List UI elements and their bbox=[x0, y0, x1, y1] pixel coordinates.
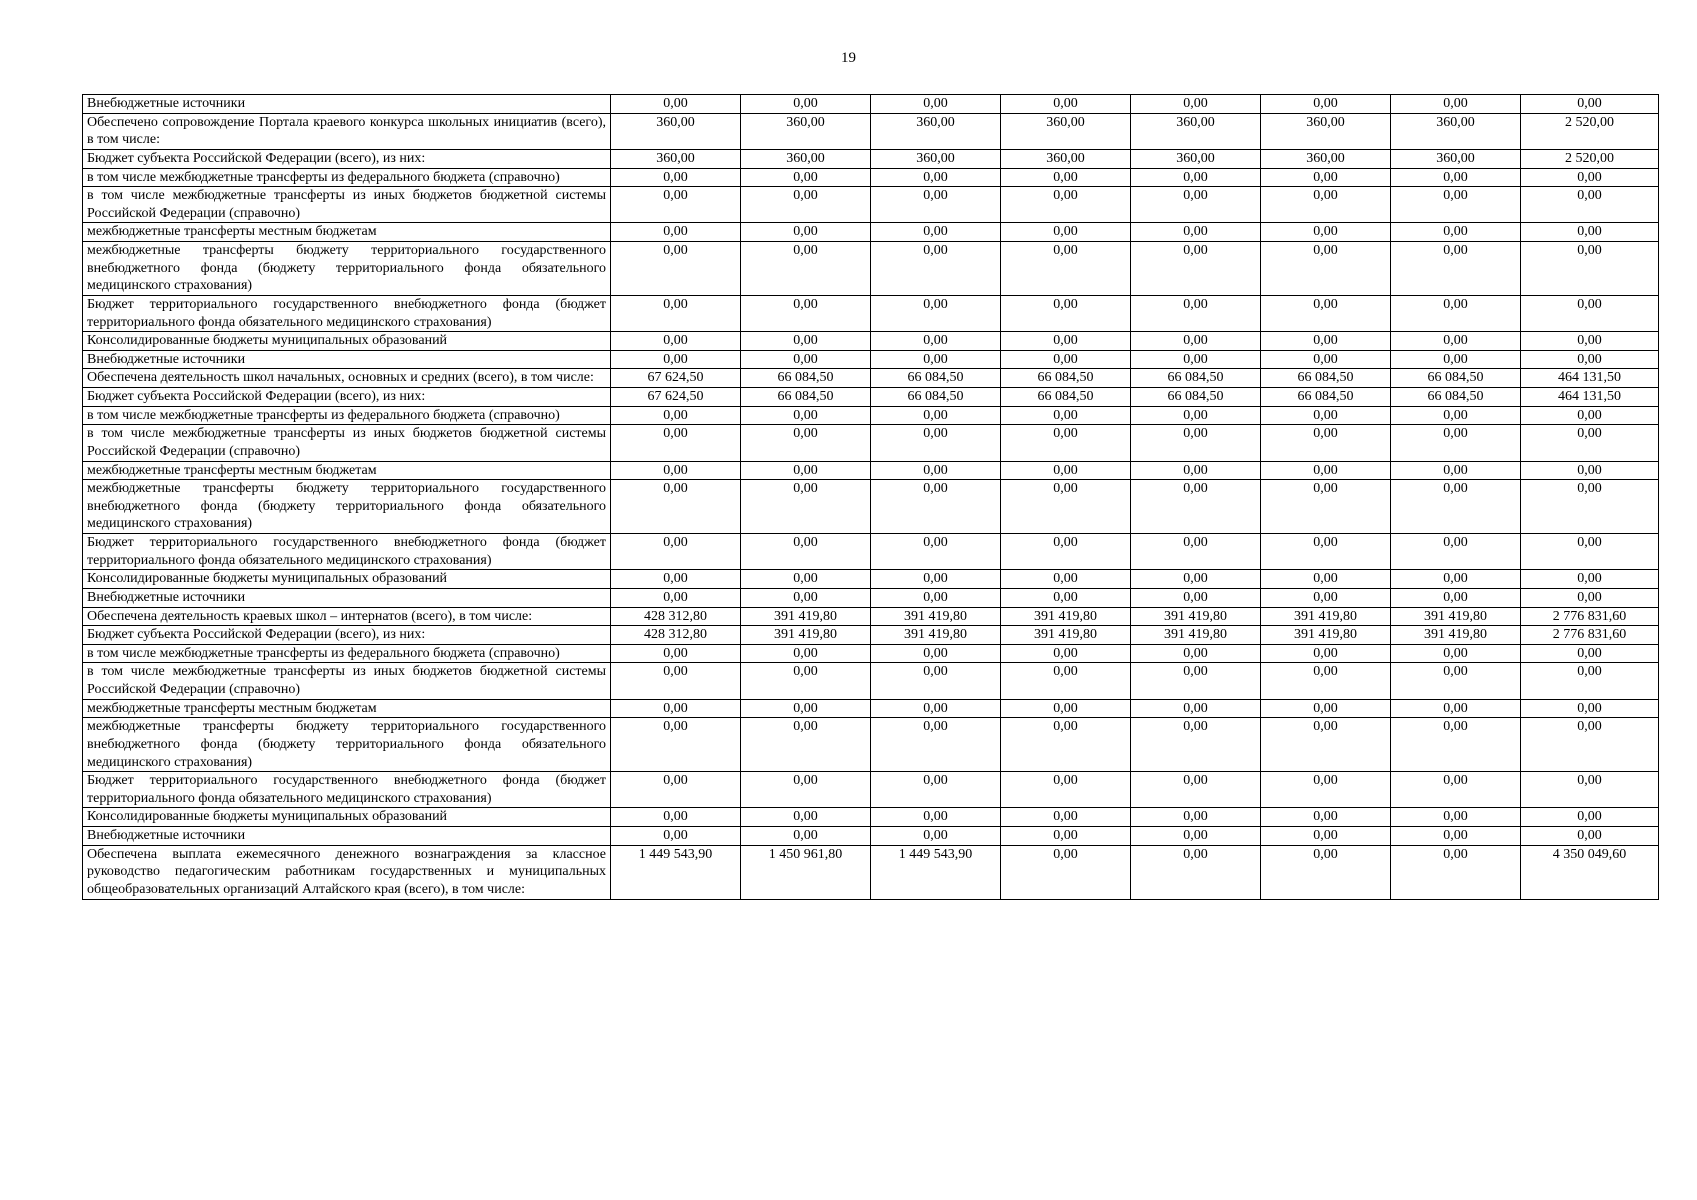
row-label: Внебюджетные источники bbox=[83, 350, 611, 369]
value-cell: 360,00 bbox=[1391, 149, 1521, 168]
value-cell: 0,00 bbox=[1261, 534, 1391, 570]
table-row bbox=[83, 425, 1659, 461]
value-cell: 0,00 bbox=[741, 223, 871, 242]
value-cell: 0,00 bbox=[1521, 699, 1659, 718]
value-cell: 4 350 049,60 bbox=[1521, 845, 1659, 899]
value-cell: 0,00 bbox=[741, 187, 871, 223]
value-cell: 0,00 bbox=[1131, 295, 1261, 331]
value-cell: 0,00 bbox=[611, 95, 741, 114]
row-label: Внебюджетные источники bbox=[83, 827, 611, 846]
value-cell: 0,00 bbox=[1261, 168, 1391, 187]
value-cell: 0,00 bbox=[871, 425, 1001, 461]
value-cell: 1 449 543,90 bbox=[611, 845, 741, 899]
value-cell: 0,00 bbox=[871, 480, 1001, 534]
value-cell: 66 084,50 bbox=[1261, 388, 1391, 407]
value-cell: 0,00 bbox=[611, 223, 741, 242]
value-cell: 66 084,50 bbox=[1001, 369, 1131, 388]
table-row bbox=[83, 295, 1659, 331]
table-row bbox=[83, 663, 1659, 699]
value-cell: 0,00 bbox=[611, 772, 741, 808]
value-cell: 0,00 bbox=[1391, 663, 1521, 699]
value-cell: 0,00 bbox=[611, 534, 741, 570]
value-cell: 0,00 bbox=[1001, 168, 1131, 187]
value-cell: 0,00 bbox=[741, 588, 871, 607]
value-cell: 391 419,80 bbox=[1001, 607, 1131, 626]
value-cell: 0,00 bbox=[1261, 699, 1391, 718]
value-cell: 0,00 bbox=[1261, 718, 1391, 772]
value-cell: 0,00 bbox=[1001, 808, 1131, 827]
value-cell: 2 520,00 bbox=[1521, 149, 1659, 168]
value-cell: 0,00 bbox=[1521, 242, 1659, 296]
value-cell: 0,00 bbox=[741, 570, 871, 589]
table-row bbox=[83, 461, 1659, 480]
table-row bbox=[83, 332, 1659, 351]
value-cell: 0,00 bbox=[611, 295, 741, 331]
value-cell: 0,00 bbox=[1521, 168, 1659, 187]
value-cell: 0,00 bbox=[871, 663, 1001, 699]
value-cell: 0,00 bbox=[741, 699, 871, 718]
value-cell: 0,00 bbox=[1131, 827, 1261, 846]
value-cell: 0,00 bbox=[871, 461, 1001, 480]
value-cell: 0,00 bbox=[1131, 699, 1261, 718]
row-label: Внебюджетные источники bbox=[83, 588, 611, 607]
value-cell: 0,00 bbox=[1001, 425, 1131, 461]
value-cell: 0,00 bbox=[871, 718, 1001, 772]
value-cell: 464 131,50 bbox=[1521, 388, 1659, 407]
value-cell: 0,00 bbox=[871, 588, 1001, 607]
value-cell: 66 084,50 bbox=[871, 369, 1001, 388]
row-label: межбюджетные трансферты бюджету территориального государственного внебюджетного фонда (бюджету территориального фонда обязательного медицинского страхования) bbox=[83, 718, 611, 772]
table-row bbox=[83, 699, 1659, 718]
value-cell: 0,00 bbox=[1001, 187, 1131, 223]
row-label: в том числе межбюджетные трансферты из иных бюджетов бюджетной системы Российской Федерации (справочно) bbox=[83, 187, 611, 223]
value-cell: 360,00 bbox=[1131, 149, 1261, 168]
value-cell: 0,00 bbox=[1261, 480, 1391, 534]
value-cell: 360,00 bbox=[741, 149, 871, 168]
value-cell: 0,00 bbox=[1391, 350, 1521, 369]
table-row bbox=[83, 644, 1659, 663]
value-cell: 0,00 bbox=[871, 808, 1001, 827]
row-label: в том числе межбюджетные трансферты из иных бюджетов бюджетной системы Российской Федерации (справочно) bbox=[83, 663, 611, 699]
table-row bbox=[83, 845, 1659, 899]
value-cell: 0,00 bbox=[1001, 570, 1131, 589]
value-cell: 66 084,50 bbox=[1001, 388, 1131, 407]
value-cell: 0,00 bbox=[871, 332, 1001, 351]
value-cell: 0,00 bbox=[1391, 168, 1521, 187]
row-label: межбюджетные трансферты бюджету территориального государственного внебюджетного фонда (бюджету территориального фонда обязательного медицинского страхования) bbox=[83, 480, 611, 534]
value-cell: 0,00 bbox=[1261, 95, 1391, 114]
value-cell: 1 450 961,80 bbox=[741, 845, 871, 899]
table-row bbox=[83, 223, 1659, 242]
value-cell: 0,00 bbox=[1391, 332, 1521, 351]
value-cell: 0,00 bbox=[611, 350, 741, 369]
value-cell: 0,00 bbox=[1521, 772, 1659, 808]
value-cell: 0,00 bbox=[1131, 772, 1261, 808]
table-row bbox=[83, 168, 1659, 187]
value-cell: 360,00 bbox=[1131, 113, 1261, 149]
value-cell: 0,00 bbox=[1131, 588, 1261, 607]
value-cell: 0,00 bbox=[1001, 699, 1131, 718]
row-label: Бюджет субъекта Российской Федерации (всего), из них: bbox=[83, 626, 611, 645]
value-cell: 0,00 bbox=[741, 827, 871, 846]
value-cell: 0,00 bbox=[1391, 588, 1521, 607]
value-cell: 0,00 bbox=[741, 663, 871, 699]
value-cell: 0,00 bbox=[1521, 223, 1659, 242]
value-cell: 0,00 bbox=[871, 350, 1001, 369]
value-cell: 0,00 bbox=[1261, 223, 1391, 242]
value-cell: 0,00 bbox=[611, 644, 741, 663]
budget-table bbox=[82, 94, 1659, 900]
value-cell: 0,00 bbox=[611, 425, 741, 461]
table-row bbox=[83, 388, 1659, 407]
value-cell: 391 419,80 bbox=[871, 626, 1001, 645]
value-cell: 0,00 bbox=[1131, 534, 1261, 570]
value-cell: 391 419,80 bbox=[1391, 626, 1521, 645]
value-cell: 360,00 bbox=[741, 113, 871, 149]
value-cell: 0,00 bbox=[741, 772, 871, 808]
table-row bbox=[83, 149, 1659, 168]
value-cell: 0,00 bbox=[1521, 570, 1659, 589]
value-cell: 0,00 bbox=[1001, 772, 1131, 808]
row-label: Обеспечена выплата ежемесячного денежного вознаграждения за классное руководство педагогическим работникам государственных и муниципальных общеобразовательных организаций Алтайского края (всего), в том числе: bbox=[83, 845, 611, 899]
value-cell: 0,00 bbox=[1001, 588, 1131, 607]
value-cell: 0,00 bbox=[1521, 718, 1659, 772]
value-cell: 0,00 bbox=[1131, 350, 1261, 369]
value-cell: 0,00 bbox=[1261, 242, 1391, 296]
table-row bbox=[83, 369, 1659, 388]
value-cell: 0,00 bbox=[1391, 845, 1521, 899]
value-cell: 0,00 bbox=[1391, 187, 1521, 223]
row-label: Обеспечено сопровождение Портала краевого конкурса школьных инициатив (всего), в том числе: bbox=[83, 113, 611, 149]
value-cell: 360,00 bbox=[871, 113, 1001, 149]
value-cell: 0,00 bbox=[741, 534, 871, 570]
value-cell: 0,00 bbox=[1521, 95, 1659, 114]
value-cell: 391 419,80 bbox=[1391, 607, 1521, 626]
value-cell: 0,00 bbox=[1131, 663, 1261, 699]
value-cell: 391 419,80 bbox=[741, 607, 871, 626]
value-cell: 360,00 bbox=[1391, 113, 1521, 149]
row-label: в том числе межбюджетные трансферты из федерального бюджета (справочно) bbox=[83, 644, 611, 663]
table-row bbox=[83, 626, 1659, 645]
value-cell: 0,00 bbox=[1521, 425, 1659, 461]
value-cell: 0,00 bbox=[741, 332, 871, 351]
value-cell: 66 084,50 bbox=[741, 388, 871, 407]
value-cell: 0,00 bbox=[1391, 718, 1521, 772]
value-cell: 0,00 bbox=[1261, 588, 1391, 607]
value-cell: 1 449 543,90 bbox=[871, 845, 1001, 899]
value-cell: 66 084,50 bbox=[1131, 388, 1261, 407]
value-cell: 0,00 bbox=[1001, 534, 1131, 570]
value-cell: 0,00 bbox=[1261, 772, 1391, 808]
table-row bbox=[83, 350, 1659, 369]
value-cell: 0,00 bbox=[1261, 827, 1391, 846]
value-cell: 0,00 bbox=[1391, 808, 1521, 827]
value-cell: 2 776 831,60 bbox=[1521, 607, 1659, 626]
value-cell: 66 084,50 bbox=[1131, 369, 1261, 388]
value-cell: 67 624,50 bbox=[611, 369, 741, 388]
value-cell: 2 520,00 bbox=[1521, 113, 1659, 149]
value-cell: 0,00 bbox=[741, 406, 871, 425]
value-cell: 0,00 bbox=[1131, 644, 1261, 663]
row-label: Консолидированные бюджеты муниципальных образований bbox=[83, 808, 611, 827]
value-cell: 0,00 bbox=[611, 827, 741, 846]
value-cell: 0,00 bbox=[871, 95, 1001, 114]
value-cell: 0,00 bbox=[1261, 461, 1391, 480]
value-cell: 0,00 bbox=[1261, 425, 1391, 461]
row-label: Бюджет территориального государственного внебюджетного фонда (бюджет территориального фонда обязательного медицинского страхования) bbox=[83, 534, 611, 570]
value-cell: 360,00 bbox=[1261, 113, 1391, 149]
value-cell: 0,00 bbox=[871, 699, 1001, 718]
value-cell: 0,00 bbox=[1261, 187, 1391, 223]
value-cell: 0,00 bbox=[871, 187, 1001, 223]
value-cell: 360,00 bbox=[611, 149, 741, 168]
value-cell: 428 312,80 bbox=[611, 607, 741, 626]
value-cell: 0,00 bbox=[871, 772, 1001, 808]
value-cell: 0,00 bbox=[741, 95, 871, 114]
value-cell: 0,00 bbox=[741, 461, 871, 480]
value-cell: 0,00 bbox=[1131, 95, 1261, 114]
value-cell: 0,00 bbox=[1391, 223, 1521, 242]
value-cell: 0,00 bbox=[1131, 718, 1261, 772]
value-cell: 428 312,80 bbox=[611, 626, 741, 645]
value-cell: 0,00 bbox=[1131, 168, 1261, 187]
value-cell: 0,00 bbox=[1261, 808, 1391, 827]
value-cell: 0,00 bbox=[1261, 295, 1391, 331]
value-cell: 0,00 bbox=[1001, 480, 1131, 534]
value-cell: 391 419,80 bbox=[1131, 607, 1261, 626]
row-label: Бюджет территориального государственного внебюджетного фонда (бюджет территориального фонда обязательного медицинского страхования) bbox=[83, 295, 611, 331]
value-cell: 360,00 bbox=[871, 149, 1001, 168]
value-cell: 0,00 bbox=[741, 242, 871, 296]
value-cell: 0,00 bbox=[611, 588, 741, 607]
value-cell: 0,00 bbox=[1521, 663, 1659, 699]
value-cell: 66 084,50 bbox=[1391, 388, 1521, 407]
row-label: в том числе межбюджетные трансферты из федерального бюджета (справочно) bbox=[83, 168, 611, 187]
table-row bbox=[83, 588, 1659, 607]
value-cell: 66 084,50 bbox=[1261, 369, 1391, 388]
value-cell: 0,00 bbox=[611, 663, 741, 699]
table-row bbox=[83, 95, 1659, 114]
value-cell: 0,00 bbox=[1391, 534, 1521, 570]
value-cell: 0,00 bbox=[1521, 480, 1659, 534]
value-cell: 0,00 bbox=[1391, 425, 1521, 461]
value-cell: 0,00 bbox=[1131, 187, 1261, 223]
value-cell: 0,00 bbox=[1521, 187, 1659, 223]
value-cell: 391 419,80 bbox=[871, 607, 1001, 626]
value-cell: 0,00 bbox=[871, 534, 1001, 570]
value-cell: 0,00 bbox=[1131, 425, 1261, 461]
value-cell: 0,00 bbox=[1391, 827, 1521, 846]
value-cell: 66 084,50 bbox=[741, 369, 871, 388]
row-label: межбюджетные трансферты местным бюджетам bbox=[83, 699, 611, 718]
table-row bbox=[83, 480, 1659, 534]
value-cell: 0,00 bbox=[1521, 644, 1659, 663]
value-cell: 0,00 bbox=[1261, 845, 1391, 899]
table-row bbox=[83, 808, 1659, 827]
value-cell: 360,00 bbox=[1001, 113, 1131, 149]
value-cell: 0,00 bbox=[1521, 332, 1659, 351]
value-cell: 0,00 bbox=[1131, 406, 1261, 425]
row-label: Внебюджетные источники bbox=[83, 95, 611, 114]
value-cell: 391 419,80 bbox=[741, 626, 871, 645]
value-cell: 0,00 bbox=[741, 480, 871, 534]
value-cell: 0,00 bbox=[871, 406, 1001, 425]
value-cell: 0,00 bbox=[1001, 406, 1131, 425]
value-cell: 391 419,80 bbox=[1261, 607, 1391, 626]
value-cell: 0,00 bbox=[1521, 534, 1659, 570]
value-cell: 0,00 bbox=[871, 295, 1001, 331]
value-cell: 0,00 bbox=[611, 332, 741, 351]
value-cell: 0,00 bbox=[1521, 406, 1659, 425]
table-row bbox=[83, 607, 1659, 626]
value-cell: 0,00 bbox=[1261, 570, 1391, 589]
value-cell: 0,00 bbox=[1521, 461, 1659, 480]
value-cell: 0,00 bbox=[1391, 772, 1521, 808]
value-cell: 2 776 831,60 bbox=[1521, 626, 1659, 645]
value-cell: 0,00 bbox=[871, 570, 1001, 589]
value-cell: 0,00 bbox=[1391, 406, 1521, 425]
table-row bbox=[83, 242, 1659, 296]
value-cell: 0,00 bbox=[1391, 95, 1521, 114]
value-cell: 0,00 bbox=[1521, 588, 1659, 607]
value-cell: 0,00 bbox=[1131, 570, 1261, 589]
value-cell: 0,00 bbox=[1521, 827, 1659, 846]
value-cell: 0,00 bbox=[1391, 644, 1521, 663]
value-cell: 360,00 bbox=[611, 113, 741, 149]
table-row bbox=[83, 187, 1659, 223]
value-cell: 0,00 bbox=[1521, 295, 1659, 331]
row-label: в том числе межбюджетные трансферты из федерального бюджета (справочно) bbox=[83, 406, 611, 425]
row-label: Обеспечена деятельность школ начальных, основных и средних (всего), в том числе: bbox=[83, 369, 611, 388]
value-cell: 0,00 bbox=[741, 718, 871, 772]
value-cell: 391 419,80 bbox=[1001, 626, 1131, 645]
value-cell: 67 624,50 bbox=[611, 388, 741, 407]
value-cell: 0,00 bbox=[741, 350, 871, 369]
value-cell: 0,00 bbox=[611, 808, 741, 827]
value-cell: 66 084,50 bbox=[871, 388, 1001, 407]
value-cell: 0,00 bbox=[1131, 332, 1261, 351]
value-cell: 0,00 bbox=[1391, 295, 1521, 331]
value-cell: 0,00 bbox=[1131, 808, 1261, 827]
value-cell: 0,00 bbox=[1131, 461, 1261, 480]
value-cell: 0,00 bbox=[611, 480, 741, 534]
value-cell: 0,00 bbox=[1131, 242, 1261, 296]
value-cell: 0,00 bbox=[1391, 242, 1521, 296]
value-cell: 464 131,50 bbox=[1521, 369, 1659, 388]
value-cell: 0,00 bbox=[611, 699, 741, 718]
value-cell: 0,00 bbox=[611, 168, 741, 187]
value-cell: 0,00 bbox=[741, 168, 871, 187]
value-cell: 0,00 bbox=[1001, 350, 1131, 369]
table-row bbox=[83, 534, 1659, 570]
value-cell: 0,00 bbox=[741, 425, 871, 461]
table-row bbox=[83, 570, 1659, 589]
value-cell: 0,00 bbox=[1001, 461, 1131, 480]
value-cell: 0,00 bbox=[1001, 663, 1131, 699]
value-cell: 391 419,80 bbox=[1261, 626, 1391, 645]
value-cell: 391 419,80 bbox=[1131, 626, 1261, 645]
value-cell: 0,00 bbox=[1131, 480, 1261, 534]
row-label: межбюджетные трансферты местным бюджетам bbox=[83, 223, 611, 242]
value-cell: 0,00 bbox=[1001, 242, 1131, 296]
table-row bbox=[83, 718, 1659, 772]
row-label: Бюджет территориального государственного внебюджетного фонда (бюджет территориального фонда обязательного медицинского страхования) bbox=[83, 772, 611, 808]
table-row bbox=[83, 113, 1659, 149]
row-label: Бюджет субъекта Российской Федерации (всего), из них: bbox=[83, 388, 611, 407]
page-number: 19 bbox=[841, 50, 856, 66]
value-cell: 0,00 bbox=[1261, 644, 1391, 663]
value-cell: 0,00 bbox=[611, 187, 741, 223]
value-cell: 0,00 bbox=[1001, 223, 1131, 242]
row-label: Консолидированные бюджеты муниципальных образований bbox=[83, 570, 611, 589]
value-cell: 0,00 bbox=[1391, 570, 1521, 589]
table-row bbox=[83, 827, 1659, 846]
value-cell: 0,00 bbox=[1391, 699, 1521, 718]
row-label: Бюджет субъекта Российской Федерации (всего), из них: bbox=[83, 149, 611, 168]
value-cell: 0,00 bbox=[1001, 827, 1131, 846]
table-row bbox=[83, 406, 1659, 425]
value-cell: 0,00 bbox=[1391, 461, 1521, 480]
value-cell: 0,00 bbox=[1261, 663, 1391, 699]
row-label: Обеспечена деятельность краевых школ – интернатов (всего), в том числе: bbox=[83, 607, 611, 626]
table-row bbox=[83, 772, 1659, 808]
value-cell: 0,00 bbox=[871, 827, 1001, 846]
row-label: межбюджетные трансферты местным бюджетам bbox=[83, 461, 611, 480]
value-cell: 0,00 bbox=[611, 718, 741, 772]
value-cell: 0,00 bbox=[1391, 480, 1521, 534]
value-cell: 0,00 bbox=[871, 644, 1001, 663]
value-cell: 0,00 bbox=[1131, 845, 1261, 899]
value-cell: 0,00 bbox=[741, 644, 871, 663]
value-cell: 0,00 bbox=[1001, 644, 1131, 663]
value-cell: 0,00 bbox=[871, 242, 1001, 296]
value-cell: 0,00 bbox=[1261, 406, 1391, 425]
value-cell: 0,00 bbox=[1001, 718, 1131, 772]
row-label: Консолидированные бюджеты муниципальных образований bbox=[83, 332, 611, 351]
value-cell: 0,00 bbox=[1001, 95, 1131, 114]
value-cell: 0,00 bbox=[1261, 350, 1391, 369]
budget-table-body bbox=[83, 95, 1659, 900]
value-cell: 0,00 bbox=[741, 808, 871, 827]
value-cell: 0,00 bbox=[611, 242, 741, 296]
value-cell: 0,00 bbox=[871, 223, 1001, 242]
value-cell: 0,00 bbox=[1521, 808, 1659, 827]
row-label: межбюджетные трансферты бюджету территориального государственного внебюджетного фонда (бюджету территориального фонда обязательного медицинского страхования) bbox=[83, 242, 611, 296]
value-cell: 0,00 bbox=[611, 461, 741, 480]
value-cell: 0,00 bbox=[611, 406, 741, 425]
value-cell: 0,00 bbox=[871, 168, 1001, 187]
value-cell: 360,00 bbox=[1001, 149, 1131, 168]
value-cell: 0,00 bbox=[611, 570, 741, 589]
value-cell: 0,00 bbox=[741, 295, 871, 331]
row-label: в том числе межбюджетные трансферты из иных бюджетов бюджетной системы Российской Федерации (справочно) bbox=[83, 425, 611, 461]
value-cell: 0,00 bbox=[1001, 295, 1131, 331]
value-cell: 0,00 bbox=[1521, 350, 1659, 369]
value-cell: 0,00 bbox=[1001, 845, 1131, 899]
value-cell: 360,00 bbox=[1261, 149, 1391, 168]
value-cell: 0,00 bbox=[1261, 332, 1391, 351]
value-cell: 0,00 bbox=[1001, 332, 1131, 351]
value-cell: 0,00 bbox=[1131, 223, 1261, 242]
value-cell: 66 084,50 bbox=[1391, 369, 1521, 388]
